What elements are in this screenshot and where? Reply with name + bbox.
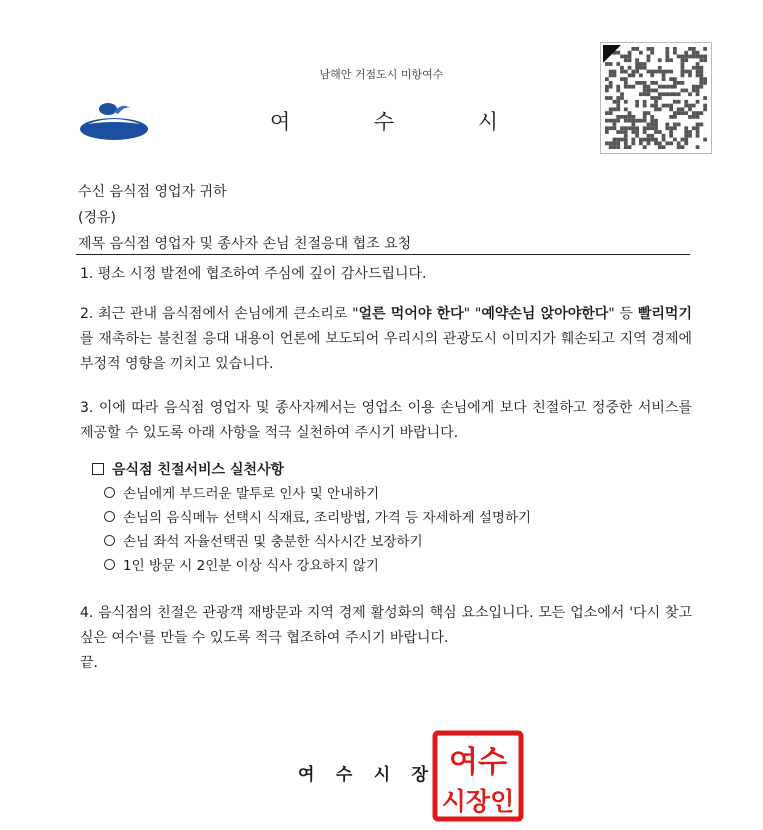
paragraph-3: 3. 이에 따라 음식점 영업자 및 종사자께서는 영업소 이용 손님에게 보다 친절하고 정중한 서비스를 제공할 수 있도록 아래 사항을 적극 실천하여 주시기 바랍니다. — [80, 400, 692, 441]
list-item: 1인 방문 시 2인분 이상 식사 강요하지 않기 — [104, 554, 531, 578]
paragraph-4 — [80, 601, 692, 676]
org-char: 여 — [270, 110, 293, 134]
p2-quote-3: 빨리먹기 — [637, 306, 692, 322]
p2-quote-1: 얼른 먹어야 한다 — [358, 306, 464, 322]
list-item: 손님에게 부드러운 말투로 인사 및 안내하기 — [104, 482, 531, 506]
p2-mid-1: " " — [463, 306, 482, 322]
checkbox-square-icon — [92, 463, 104, 475]
circle-bullet-icon — [104, 511, 115, 522]
city-emblem-icon — [78, 98, 150, 142]
list-item: 손님 좌석 자율선택권 및 충분한 식사시간 보장하기 — [104, 530, 531, 554]
seal-line-1: 여수 — [449, 745, 507, 780]
p2-mid-2: " 등 — [608, 306, 638, 322]
slogan: 남해안 거점도시 미항여수 — [319, 68, 444, 81]
p2-lead: 2. 최근 관내 음식점에서 손님에게 큰소리로 " — [80, 306, 359, 322]
seal-line-2: 시장인 — [441, 787, 515, 816]
via-line: (경유) — [78, 210, 116, 226]
org-name — [270, 106, 500, 136]
qr-code-icon — [600, 42, 712, 154]
subject-line: 제목 음식점 영업자 및 종사자 손님 친절응대 협조 요청 — [78, 236, 412, 252]
paragraph-2 — [80, 302, 692, 377]
circle-bullet-icon — [104, 487, 115, 498]
circle-bullet-icon — [104, 535, 115, 546]
signatory-name — [298, 760, 428, 785]
circle-bullet-icon — [104, 559, 115, 570]
sign-char: 장 — [411, 765, 428, 785]
official-seal — [432, 730, 524, 822]
org-char: 시 — [477, 110, 500, 134]
paragraph-1: 1. 평소 시정 발전에 협조하여 주심에 깊이 감사드립니다. — [80, 266, 427, 282]
sign-char: 여 — [298, 765, 315, 785]
p2-rest: 를 재촉하는 불친절 응대 내용이 언론에 보도되어 우리시의 관광도시 이미지가 훼손되고 지역 경제에 부정적 영향을 끼치고 있습니다. — [80, 331, 692, 372]
sign-char: 시 — [373, 765, 391, 785]
end-mark: 끝. — [80, 655, 98, 671]
sign-char: 수 — [335, 765, 353, 785]
section-title — [92, 459, 284, 479]
practice-list — [104, 482, 531, 578]
org-char: 수 — [373, 110, 397, 134]
p2-quote-2: 예약손님 앉아야한다 — [481, 306, 609, 322]
list-item: 손님의 음식메뉴 선택시 식재료, 조리방법, 가격 등 자세하게 설명하기 — [104, 506, 531, 530]
section-title-text: 음식점 친절서비스 실천사항 — [112, 462, 285, 478]
p4-text: 4. 음식점의 친절은 관광객 재방문과 지역 경제 활성화의 핵심 요소입니다. 모든 업소에서 '다시 찾고 싶은 여수'를 만들 수 있도록 적극 협조하여 주시기 바랍니다. — [80, 605, 692, 646]
recipient-line: 수신 음식점 영업자 귀하 — [78, 184, 227, 200]
header-divider — [76, 254, 690, 255]
